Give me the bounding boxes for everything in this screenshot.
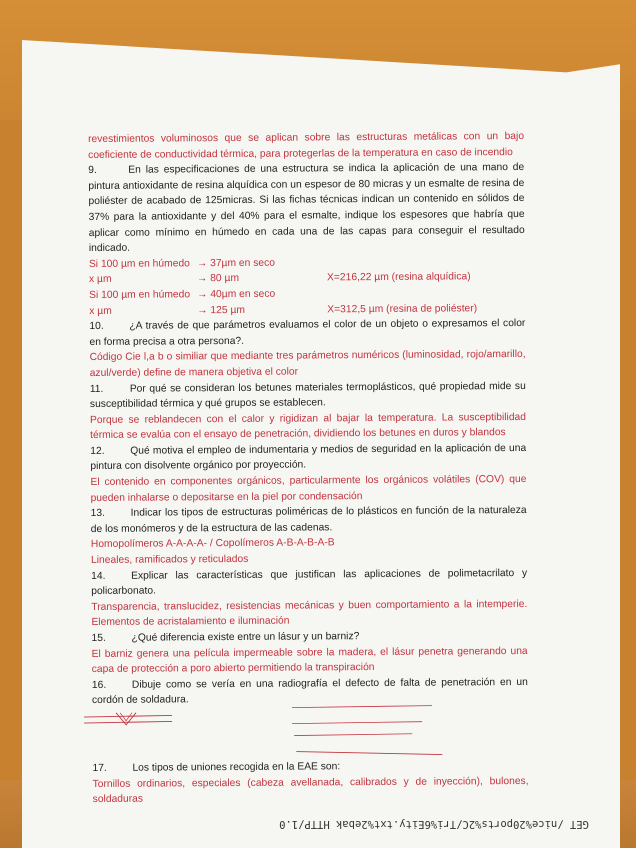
answer-15: El barniz genera una película impermeable sobre la madera, el lásur penetra generando una capa de protección a poro abierto permitiendo la transpiración: [91, 645, 528, 676]
weld-sketch: [92, 706, 528, 761]
question-9: [88, 160, 525, 257]
hand-line-3: [294, 734, 412, 736]
calc-line-4-b: → 125 µm: [197, 304, 246, 316]
question-12-number: 12.: [90, 445, 105, 457]
calc-line-3-a: Si 100 µm en húmedo: [89, 289, 191, 301]
hand-line-1: [292, 706, 432, 708]
calc-line-2-result: X=216,22 µm (resina alquídica): [326, 271, 471, 284]
question-14-text: Explicar las características que justifican las aplicaciones de polimetacrilato y policarbonato.: [91, 567, 528, 598]
question-13: [91, 503, 527, 537]
question-10-number: 10.: [89, 321, 104, 333]
question-17-text: Los tipos de uniones recogida en la EAE son:: [132, 761, 341, 774]
document-body: [88, 129, 529, 808]
calc-line-4: [89, 300, 525, 319]
question-10-text: ¿A través de que parámetros evaluamos el color de un objeto o expresamos el color en forma precisa a otra persona?.: [89, 318, 526, 348]
question-11-text: Por qué se consideran los betunes materiales termoplásticos, qué propiedad mide su susceptibilidad térmica y qué grupos se establecen.: [89, 380, 526, 411]
intro-answer: revestimientos voluminosos que se aplican sobre las estructuras metálicas con un bajo coeficiente de conductividad térmica, para protegerlas de la temperatura en caso de incendio: [88, 130, 525, 161]
calc-line-2-a: x µm: [88, 274, 112, 286]
question-9-text: En las especificaciones de una estructura se indica la aplicación de una mano de pintura antioxidante de resina alquídica con un espesor de 80 micras y un esmalte de resina de poliéster de acabado de 125micras. Si las fichas técnicas indican un contenido en sólidos de 37% para la antioxidante y del 40% para el esmalte, indique los espesores que habría que aplicar como mínimo en húmedo en cada una de las capas para conseguir el resultado indicado.: [88, 162, 525, 255]
calc-line-3-b: → 40µm en seco: [197, 288, 276, 301]
calc-line-4-result: X=312,5 µm (resina de poliéster): [327, 302, 478, 315]
calc-line-4-a: x µm: [89, 305, 112, 317]
answer-17: Tornillos ordinarios, especiales (cabeza avellanada, calibrados y de inyección), bulones, soldaduras: [92, 775, 529, 806]
answer-14: Transparencia, translucidez, resistencias mecánicas y buen comportamiento a la intemperie. Elementos de acristalamiento e iluminación: [91, 598, 528, 629]
question-17-number: 17.: [92, 762, 107, 774]
question-13-number: 13.: [90, 508, 106, 520]
calc-line-1-a: Si 100 µm en húmedo: [88, 258, 190, 270]
question-9-number: 9.: [88, 165, 97, 177]
hand-line-4: [296, 751, 442, 756]
question-11: [90, 378, 526, 412]
question-16-number: 16.: [91, 679, 107, 691]
question-14-number: 14.: [91, 570, 106, 582]
question-15-number: 15.: [91, 632, 106, 644]
question-16-text: Dibuje como se vería en una radiografía el defecto de falta de penetración en un cordón de soldadura.: [91, 676, 528, 707]
answer-13-b: Lineales, ramificados y reticulados: [90, 553, 249, 567]
question-11-number: 11.: [89, 383, 104, 395]
answer-13-a: Homopolímeros A-A-A-A- / Copolímeros A-B-A-B-A-B: [90, 537, 335, 551]
weld-bead: [116, 713, 136, 725]
question-10: [89, 316, 525, 350]
weld-line-top: [84, 715, 172, 717]
question-15-text: ¿Qué diferencia existe entre un lásur y un barniz?: [131, 631, 360, 644]
calc-line-1-b: → 37µm en seco: [196, 257, 276, 269]
question-12-text: Qué motiva el empleo de indumentaria y medios de seguridad en la aplicación de una pintura con disolvente orgánico por proyección.: [90, 442, 527, 473]
answer-12: El contenido en componentes orgánicos, particularmente los orgánicos volátiles (COV) que pueden inhalarse o depositarse en la piel por condensación: [90, 474, 527, 504]
answer-11: Porque se reblandecen con el calor y rigidizan al bajar la temperatura. La susceptibilidad térmica se evalúa con el ensayo de penetración, dividiendo los betunes en duros y blandos: [89, 411, 527, 442]
question-12: [90, 441, 526, 475]
answer-10: Código Cie l,a b o similiar que mediante tres parámetros numéricos (luminosidad, rojo/amarillo, azul/verde) define de manera objetiva el color: [89, 349, 526, 379]
printer-footer-text: GET /nice%20ports%2C/Tri%6Eity.txt%2ebak HTTP/1.0: [279, 818, 589, 830]
calc-line-2-b: → 80 µm: [196, 273, 240, 285]
weld-drawing: [82, 696, 522, 761]
hand-line-2: [292, 722, 422, 724]
question-14: [91, 566, 527, 600]
question-13-text: Indicar los tipos de estructuras poliméricas de lo plásticos en función de la naturaleza de los monómeros y de la estructura de las cadenas.: [90, 505, 527, 535]
